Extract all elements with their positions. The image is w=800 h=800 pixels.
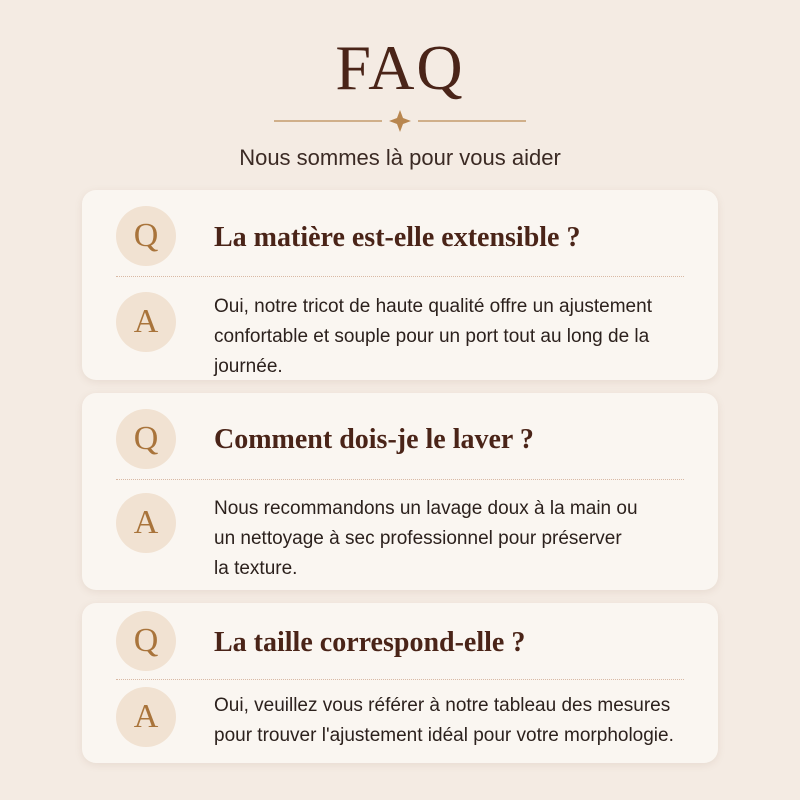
question-badge: Q [116,409,176,469]
answer-text [214,292,704,382]
faq-card-1 [82,190,718,380]
answer-line: Nous recommandons un lavage doux à la main ou [214,498,638,519]
answer-text [214,494,704,584]
divider-ornament-icon [270,108,530,134]
answer-badge: A [116,292,176,352]
question-badge: Q [116,206,176,266]
answer-line: la texture. [214,558,298,579]
answer-line: pour trouver l'ajustement idéal pour votre morphologie. [214,725,674,746]
divider-line [116,679,684,680]
answer-line: Oui, notre tricot de haute qualité offre un ajustement [214,296,652,317]
question-text: La taille correspond-elle ? [214,627,526,658]
answer-line: confortable et souple pour un port tout au long de la [214,326,650,347]
faq-card-2 [82,393,718,590]
divider-line [116,276,684,277]
page-subtitle: Nous sommes là pour vous aider [239,145,561,170]
page-title: FAQ [335,32,465,103]
answer-line: un nettoyage à sec professionnel pour préserver [214,528,622,549]
question-badge: Q [116,611,176,671]
faq-card-3 [82,603,718,763]
answer-line: journée. [214,356,283,377]
answer-badge: A [116,687,176,747]
answer-badge: A [116,493,176,553]
divider-line [116,479,684,480]
answer-text [214,691,714,751]
question-text: Comment dois-je le laver ? [214,424,534,455]
answer-line: Oui, veuillez vous référer à notre tableau des mesures [214,695,671,716]
question-text: La matière est-elle extensible ? [214,222,581,253]
